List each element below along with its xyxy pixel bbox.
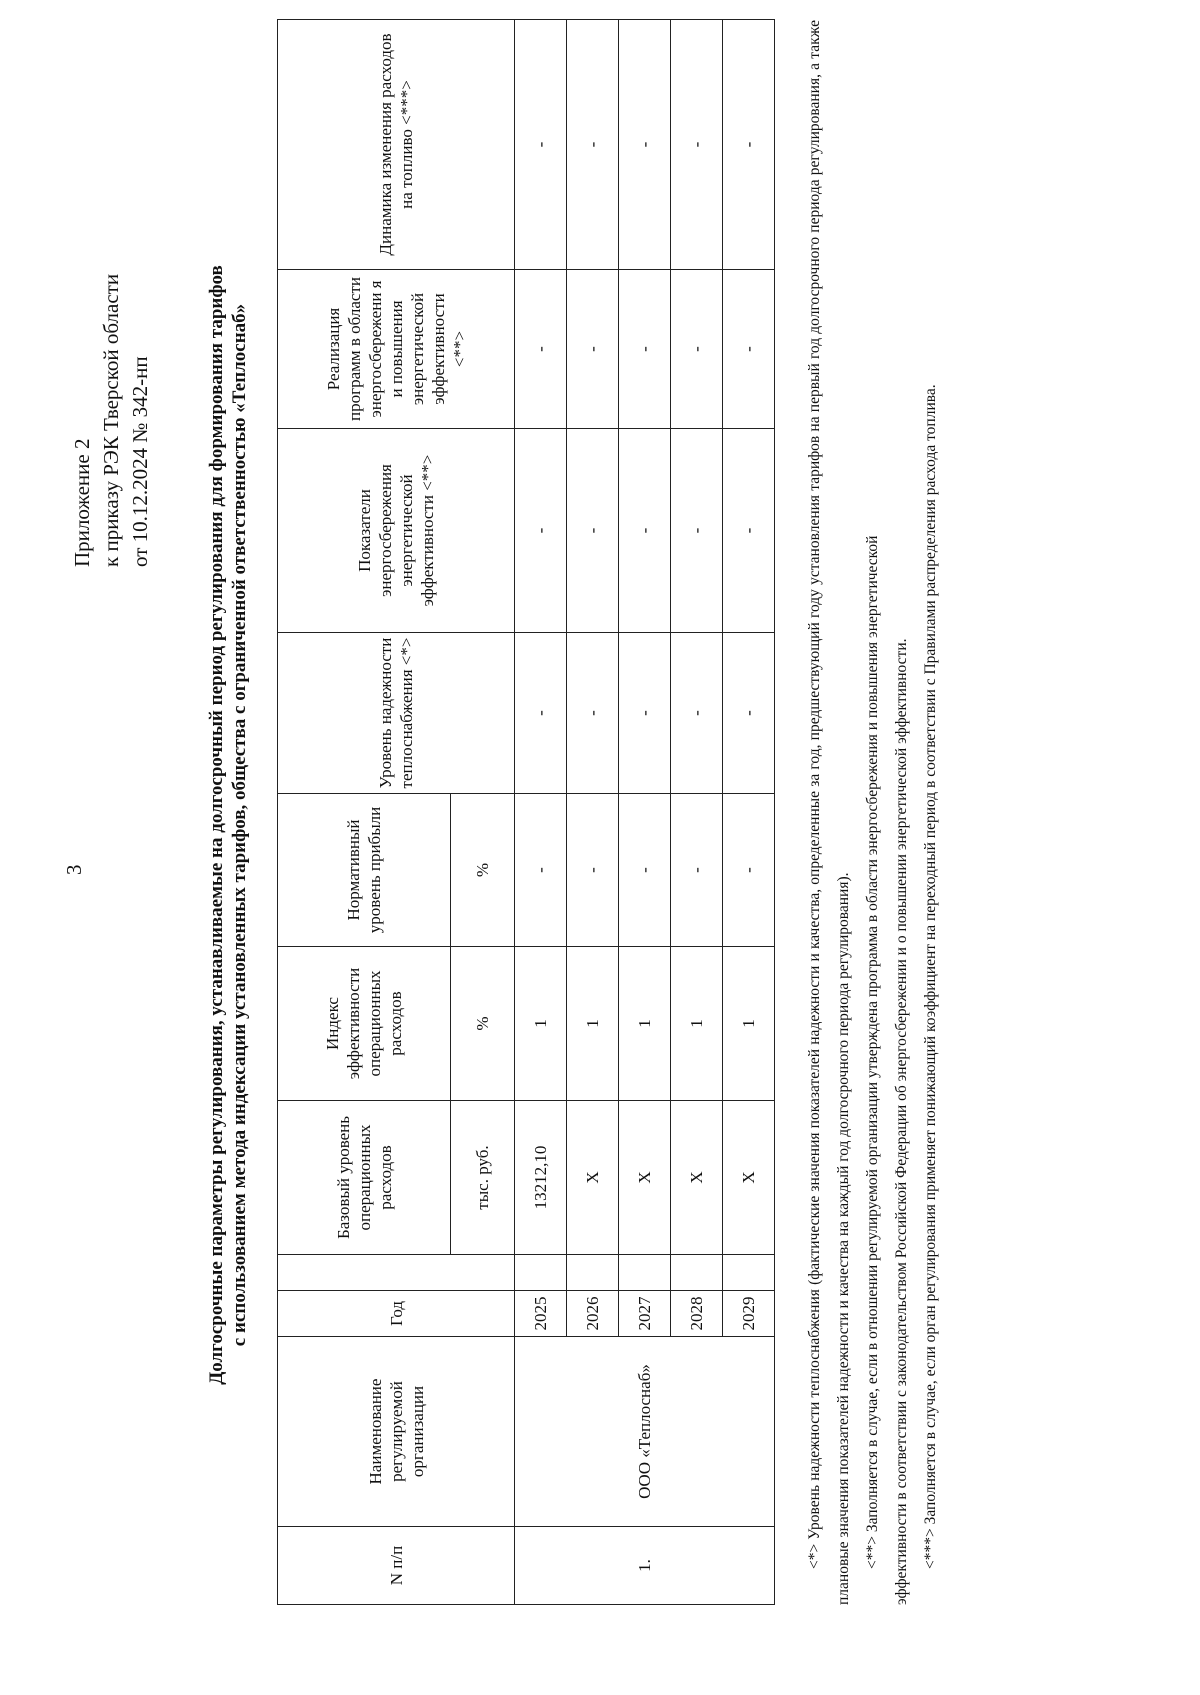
title-line-2: с использованием метода индексации установленных тарифов, общества с ограниченной ответственностью «Теплоснаб» <box>229 303 250 1347</box>
index-cell: 1 <box>671 947 723 1101</box>
profit-cell: - <box>567 794 619 947</box>
appendix-line-1: Приложение 2 <box>70 438 94 567</box>
appendix-line-2: к приказу РЭК Тверской области <box>99 273 123 567</box>
fuel-cell: - <box>567 20 619 270</box>
year-cell: 2028 <box>671 1291 723 1337</box>
energy-cell: - <box>723 429 775 633</box>
footnote-energy-saving-continued: эффективности в соответствии с законодательством Российской Федерации об энергосбережении и о повышении энергетической эффективности. <box>893 638 910 1605</box>
programs-cell: - <box>671 270 723 429</box>
fuel-cell: - <box>619 20 671 270</box>
spacer-cell <box>619 1255 671 1291</box>
spacer-cell <box>723 1255 775 1291</box>
profit-cell: - <box>671 794 723 947</box>
programs-cell: - <box>619 270 671 429</box>
energy-cell: - <box>567 429 619 633</box>
spacer-cell <box>515 1255 567 1291</box>
table-header-row <box>278 20 451 1605</box>
footnotes <box>800 20 945 1605</box>
programs-cell: - <box>723 270 775 429</box>
spacer-cell <box>671 1255 723 1291</box>
footnote-energy-saving: <**> Заполняется в случае, если в отношении регулируемой организации утверждена программа в области энергосбережения и повышения энергетической <box>864 535 881 1569</box>
base-cell: X <box>567 1101 619 1255</box>
header-fuel: Динамика изменения расходов на топливо <***> <box>278 20 515 270</box>
header-num: N п/п <box>278 1527 515 1605</box>
energy-cell: - <box>619 429 671 633</box>
programs-cell: - <box>567 270 619 429</box>
year-cell: 2027 <box>619 1291 671 1337</box>
index-cell: 1 <box>619 947 671 1101</box>
fuel-cell: - <box>515 20 567 270</box>
header-reliability: Уровень надежности теплоснабжения <*> <box>278 633 515 794</box>
reliability-cell: - <box>723 633 775 794</box>
unit-profit: % <box>451 794 515 947</box>
energy-cell: - <box>515 429 567 633</box>
base-cell: X <box>619 1101 671 1255</box>
table-row <box>515 20 567 1605</box>
appendix-line-3: от 10.12.2024 № 342-нп <box>128 356 152 567</box>
appendix-header <box>68 274 155 567</box>
index-cell: 1 <box>515 947 567 1101</box>
header-profit: Нормативный уровень прибыли <box>278 794 451 947</box>
base-cell: X <box>723 1101 775 1255</box>
profit-cell: - <box>619 794 671 947</box>
footnote-reliability: <*> Уровень надежности теплоснабжения (фактические значения показателей надежности и качества, определенные за год, предшествующий году установления тарифов на первый год долгосрочного периода регулирования, а также плановые значения показателей надежности и качества на каждый год долгосрочного периода регулирования). <box>806 20 852 1605</box>
parameters-table <box>277 19 775 1605</box>
header-org: Наименование регулируемой организации <box>278 1337 515 1527</box>
document-title <box>205 95 251 1555</box>
org-name: ООО «Теплоснаб» <box>515 1337 775 1527</box>
index-cell: 1 <box>567 947 619 1101</box>
title-line-1: Долгосрочные параметры регулирования, устанавливаемые на долгосрочный период регулирования для формирования тарифов <box>206 265 227 1385</box>
year-cell: 2025 <box>515 1291 567 1337</box>
year-cell: 2029 <box>723 1291 775 1337</box>
fuel-cell: - <box>671 20 723 270</box>
row-number: 1. <box>515 1527 775 1605</box>
reliability-cell: - <box>567 633 619 794</box>
footnote-fuel: <***> Заполняется в случае, если орган регулирования применяет понижающий коэффициент на переходный период в соответствии с Правилами распределения расхода топлива. <box>922 384 939 1569</box>
header-energy-indicators: Показатели энергосбережения энергетической эффективности <**> <box>278 429 515 633</box>
base-cell: 13212,10 <box>515 1101 567 1255</box>
fuel-cell: - <box>723 20 775 270</box>
energy-cell: - <box>671 429 723 633</box>
reliability-cell: - <box>671 633 723 794</box>
programs-cell: - <box>515 270 567 429</box>
header-spacer <box>278 1255 515 1291</box>
reliability-cell: - <box>619 633 671 794</box>
header-year: Год <box>278 1291 515 1337</box>
header-base: Базовый уровень операционных расходов <box>278 1101 451 1255</box>
reliability-cell: - <box>515 633 567 794</box>
profit-cell: - <box>723 794 775 947</box>
spacer-cell <box>567 1255 619 1291</box>
unit-base: тыс. руб. <box>451 1101 515 1255</box>
header-programs: Реализация программ в области энергосбережени я и повышения энергетической эффективности <**> <box>278 270 515 429</box>
year-cell: 2026 <box>567 1291 619 1337</box>
profit-cell: - <box>515 794 567 947</box>
header-index: Индекс эффективности операционных расходов <box>278 947 451 1101</box>
unit-index: % <box>451 947 515 1101</box>
page-number: 3 <box>62 864 86 875</box>
base-cell: X <box>671 1101 723 1255</box>
index-cell: 1 <box>723 947 775 1101</box>
